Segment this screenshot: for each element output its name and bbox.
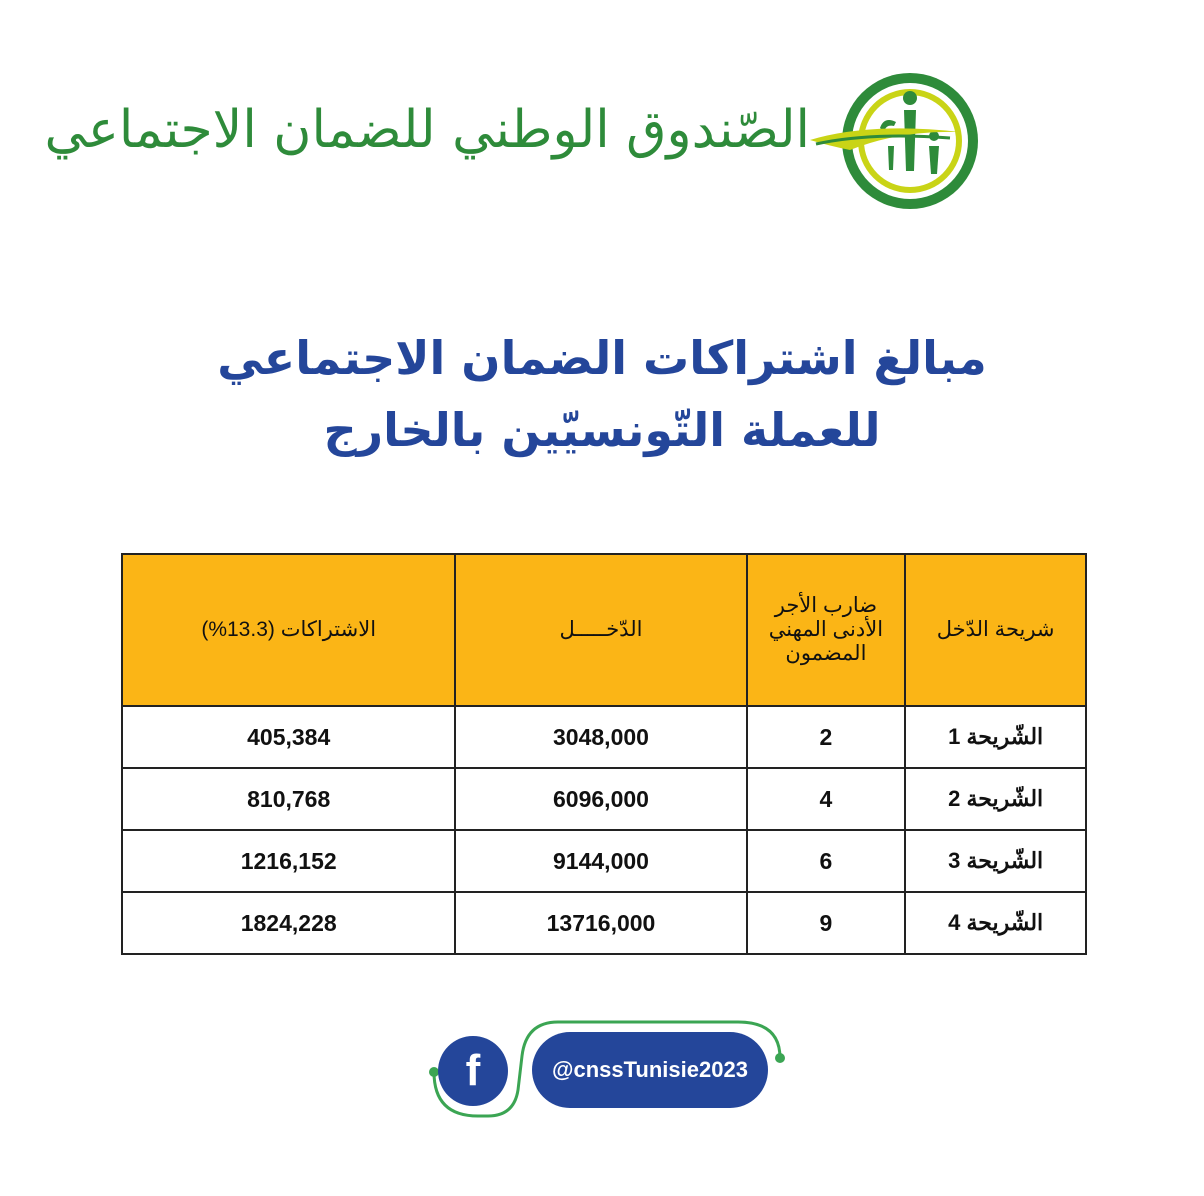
cell-multiplier: 4 [747, 768, 906, 830]
cell-contribution: 1824,228 [122, 892, 455, 954]
title-line-2: للعملة التّونسيّين بالخارج [323, 403, 881, 457]
cell-band: الشّريحة 1 [905, 706, 1086, 768]
facebook-icon[interactable]: f [438, 1036, 508, 1106]
cell-income: 6096,000 [455, 768, 746, 830]
table-row [122, 706, 1086, 768]
contributions-table [121, 553, 1087, 955]
table-row [122, 830, 1086, 892]
organization-name: الصّندوق الوطني للضمان الاجتماعي [44, 100, 810, 160]
social-handle-link[interactable]: @cnssTunisie2023 [532, 1032, 768, 1108]
table-header-row [122, 554, 1086, 706]
header-income: الدّخـــــل [455, 554, 746, 706]
header-contribution: الاشتراكات (13.3%) [122, 554, 455, 706]
cell-income: 13716,000 [455, 892, 746, 954]
cell-multiplier: 9 [747, 892, 906, 954]
cell-band: الشّريحة 2 [905, 768, 1086, 830]
title-line-1: مبالغ اشتراكات الضمان الاجتماعي [217, 331, 987, 385]
cell-contribution: 810,768 [122, 768, 455, 830]
cell-contribution: 405,384 [122, 706, 455, 768]
cell-income: 9144,000 [455, 830, 746, 892]
cell-income: 3048,000 [455, 706, 746, 768]
table-row [122, 768, 1086, 830]
cell-contribution: 1216,152 [122, 830, 455, 892]
cnss-logo-icon [810, 66, 982, 216]
header-income-band: شريحة الدّخل [905, 554, 1086, 706]
header-multiplier: ضارب الأجر الأدنى المهني المضمون [747, 554, 906, 706]
social-footer [418, 1016, 788, 1126]
cell-multiplier: 6 [747, 830, 906, 892]
cell-band: الشّريحة 4 [905, 892, 1086, 954]
cell-band: الشّريحة 3 [905, 830, 1086, 892]
page-title [150, 322, 1054, 466]
cell-multiplier: 2 [747, 706, 906, 768]
table-row [122, 892, 1086, 954]
